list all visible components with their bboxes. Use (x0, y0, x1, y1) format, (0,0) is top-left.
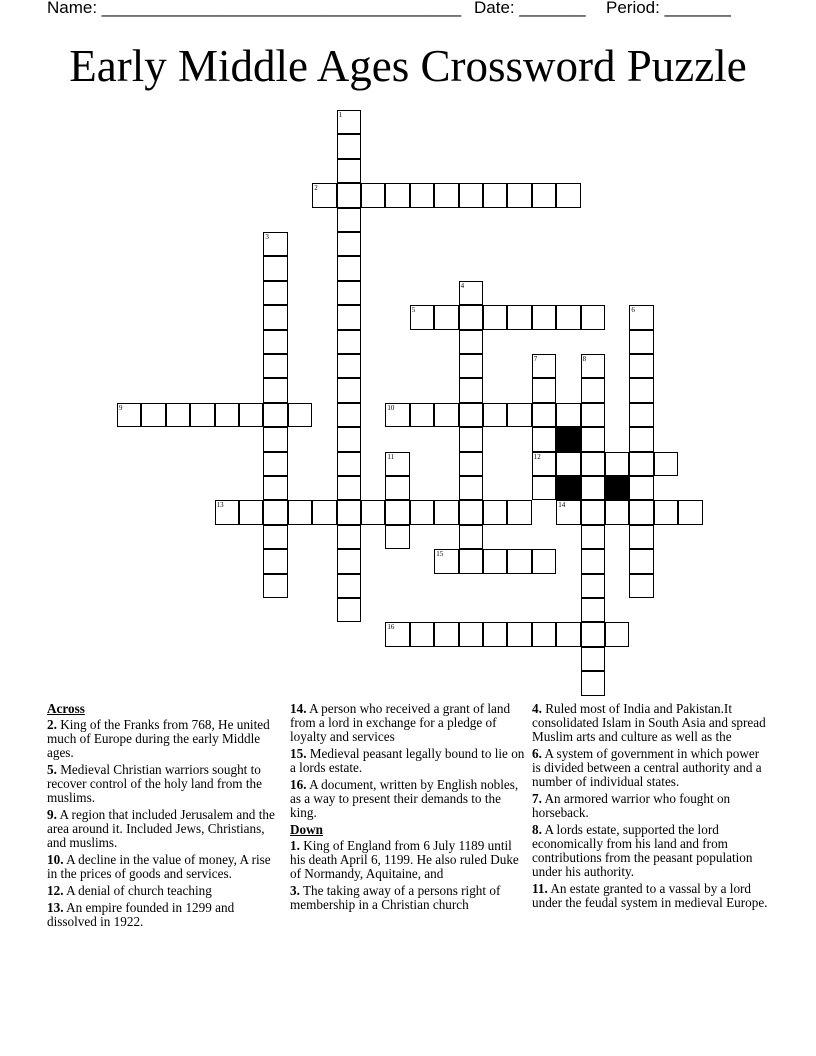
grid-cell[interactable] (556, 183, 580, 207)
grid-cell[interactable] (507, 622, 531, 646)
clue-text: An estate granted to a vassal by a lord under the feudal system in medieval Europe. (532, 881, 768, 910)
clue-number: 7. (532, 791, 542, 806)
clue-text: King of the Franks from 768, He united much of Europe during the early Middle ages. (47, 717, 270, 760)
clue-across-14 (290, 702, 526, 744)
grid-cell[interactable] (263, 403, 287, 427)
grid-cell[interactable] (263, 281, 287, 305)
grid-cell[interactable] (581, 378, 605, 402)
clue-text: Medieval peasant legally bound to lie on a lords estate. (290, 746, 525, 775)
clue-text: A region that included Jerusalem and the area around it. Included Jews, Christians, and muslims. (47, 807, 275, 850)
clue-down-11 (532, 882, 768, 910)
grid-cell[interactable] (507, 549, 531, 573)
grid-cell[interactable] (337, 232, 361, 256)
grid-cell[interactable] (581, 671, 605, 695)
clue-number-label: 3 (265, 233, 269, 241)
clue-column-2 (290, 702, 526, 915)
grid-cell[interactable] (629, 378, 653, 402)
grid-cell[interactable] (459, 403, 483, 427)
grid-cell[interactable] (654, 500, 678, 524)
grid-cell[interactable] (605, 500, 629, 524)
clue-number-label: 2 (314, 184, 318, 193)
grid-cell[interactable] (507, 305, 531, 329)
clue-number-label: 10 (387, 403, 395, 412)
clue-number: 4. (532, 701, 542, 716)
grid-cell[interactable] (263, 256, 287, 280)
grid-cell[interactable] (337, 159, 361, 183)
clue-number-label: 15 (436, 550, 444, 559)
grid-cell[interactable] (337, 452, 361, 476)
grid-cell[interactable] (556, 403, 580, 427)
clue-text: An armored warrior who fought on horseback. (532, 791, 731, 820)
grid-cell[interactable] (337, 427, 361, 451)
clue-text: A denial of church teaching (66, 883, 212, 898)
grid-cell[interactable] (385, 476, 409, 500)
grid-cell[interactable] (459, 378, 483, 402)
grid-cell[interactable] (337, 281, 361, 305)
grid-cell[interactable] (263, 500, 287, 524)
grid-cell[interactable] (434, 549, 458, 573)
grid-cell[interactable] (629, 476, 653, 500)
grid-cell[interactable] (337, 256, 361, 280)
grid-cell[interactable] (337, 500, 361, 524)
clue-across-10 (47, 853, 283, 881)
clue-across-15 (290, 747, 526, 775)
grid-cell[interactable] (239, 403, 263, 427)
grid-cell[interactable] (337, 354, 361, 378)
grid-cell[interactable] (483, 549, 507, 573)
clue-text: The taking away of a persons right of membership in a Christian church (290, 883, 501, 912)
grid-cell[interactable] (215, 500, 239, 524)
grid-cell[interactable] (385, 183, 409, 207)
grid-cell[interactable] (532, 183, 556, 207)
grid-cell[interactable] (312, 500, 336, 524)
clue-across-13 (47, 901, 283, 929)
grid-cell[interactable] (385, 525, 409, 549)
clue-number-label: 13 (216, 501, 224, 510)
grid-cell[interactable] (459, 622, 483, 646)
clue-number: 16. (290, 777, 307, 792)
clue-across-5 (47, 763, 283, 805)
clue-down-8 (532, 823, 768, 879)
clue-number-label: 12 (533, 452, 541, 461)
clue-text: A document, written by English nobles, as a way to present their demands to the king. (290, 777, 519, 820)
grid-cell[interactable] (581, 598, 605, 622)
clue-number-label: 16 (387, 623, 395, 632)
grid-cell[interactable] (483, 183, 507, 207)
clue-down-3 (290, 884, 526, 912)
grid-cell[interactable] (361, 500, 385, 524)
grid-cell[interactable] (605, 452, 629, 476)
clue-down-4 (532, 702, 768, 744)
grid-cell[interactable] (263, 525, 287, 549)
grid-cell[interactable] (629, 549, 653, 573)
grid-cell[interactable] (239, 500, 263, 524)
clue-text: A lords estate, supported the lord economically from his land and from contributions from the peasant population under his authority. (532, 822, 753, 879)
grid-cell[interactable] (581, 574, 605, 598)
grid-cell[interactable] (141, 403, 165, 427)
grid-cell[interactable] (459, 500, 483, 524)
clue-number: 9. (47, 807, 57, 822)
down-heading: Down (290, 822, 323, 837)
clue-number-label: 1 (338, 111, 343, 119)
clue-text: Medieval Christian warriors sought to recover control of the holy land from the muslims. (47, 762, 262, 805)
grid-cell[interactable] (532, 378, 556, 402)
grid-cell[interactable] (629, 525, 653, 549)
grid-cell[interactable] (556, 622, 580, 646)
page-title: Early Middle Ages Crossword Puzzle (69, 41, 747, 91)
clue-number: 3. (290, 883, 300, 898)
across-heading: Across (47, 701, 85, 716)
grid-cell[interactable] (507, 403, 531, 427)
clue-number-label: 14 (558, 501, 566, 510)
clue-across-9 (47, 808, 283, 850)
grid-cell[interactable] (459, 549, 483, 573)
clue-text: Ruled most of India and Pakistan.It consolidated Islam in South Asia and spread Muslim arts and culture as well as the (532, 701, 766, 744)
clue-text: A person who received a grant of land from a lord in exchange for a pledge of loyalty and services (290, 701, 511, 744)
clue-number: 14. (290, 701, 307, 716)
black-cell (556, 476, 580, 500)
grid-cell[interactable] (263, 452, 287, 476)
clue-number-label: 11 (387, 452, 395, 461)
name-field: Name: ______________________________________ (47, 0, 462, 17)
grid-cell[interactable] (483, 622, 507, 646)
grid-cell[interactable] (410, 403, 434, 427)
grid-cell[interactable] (629, 427, 653, 451)
clue-number: 6. (532, 746, 542, 761)
grid-cell[interactable] (532, 354, 556, 378)
clue-down-1 (290, 839, 526, 881)
grid-cell[interactable] (337, 110, 361, 134)
grid-cell[interactable] (190, 403, 214, 427)
grid-cell[interactable] (434, 500, 458, 524)
grid-cell[interactable] (605, 622, 629, 646)
clue-across-12 (47, 884, 283, 898)
grid-cell[interactable] (263, 232, 287, 256)
grid-cell[interactable] (629, 500, 653, 524)
grid-cell[interactable] (459, 281, 483, 305)
clue-number-label: 8 (582, 355, 587, 363)
grid-cell[interactable] (556, 500, 580, 524)
grid-cell[interactable] (483, 305, 507, 329)
clue-text: A system of government in which power is divided between a central authority and a number of individual states. (532, 746, 762, 789)
grid-cell[interactable] (337, 403, 361, 427)
clue-number: 13. (47, 900, 64, 915)
grid-cell[interactable] (459, 330, 483, 354)
grid-cell[interactable] (581, 647, 605, 671)
grid-cell[interactable] (459, 525, 483, 549)
grid-cell[interactable] (361, 183, 385, 207)
grid-cell[interactable] (532, 452, 556, 476)
grid-cell[interactable] (337, 574, 361, 598)
date-field: Date: _______ (474, 0, 586, 17)
grid-cell[interactable] (263, 574, 287, 598)
grid-cell[interactable] (166, 403, 190, 427)
grid-cell[interactable] (434, 183, 458, 207)
grid-cell[interactable] (459, 354, 483, 378)
grid-cell[interactable] (532, 403, 556, 427)
grid-cell[interactable] (434, 403, 458, 427)
grid-cell[interactable] (581, 452, 605, 476)
black-cell (605, 476, 629, 500)
clue-number: 2. (47, 717, 57, 732)
grid-cell[interactable] (263, 330, 287, 354)
grid-cell[interactable] (337, 134, 361, 158)
grid-cell[interactable] (581, 525, 605, 549)
clue-text: An empire founded in 1299 and dissolved in 1922. (47, 900, 235, 929)
clue-down-7 (532, 792, 768, 820)
grid-cell[interactable] (459, 183, 483, 207)
clue-text: King of England from 6 July 1189 until his death April 6, 1199. He also ruled Duke of Normandy, Aquitaine, and (290, 838, 519, 881)
grid-cell[interactable] (410, 183, 434, 207)
grid-cell[interactable] (581, 354, 605, 378)
grid-cell[interactable] (581, 427, 605, 451)
grid-cell[interactable] (337, 208, 361, 232)
grid-cell[interactable] (581, 500, 605, 524)
grid-cell[interactable] (629, 354, 653, 378)
clue-column-3 (532, 702, 768, 913)
grid-cell[interactable] (263, 476, 287, 500)
clue-number: 1. (290, 838, 300, 853)
grid-cell[interactable] (581, 549, 605, 573)
grid-cell[interactable] (337, 183, 361, 207)
clue-number-label: 5 (411, 306, 416, 315)
grid-cell[interactable] (459, 476, 483, 500)
grid-cell[interactable] (263, 549, 287, 573)
grid-cell[interactable] (581, 476, 605, 500)
grid-cell[interactable] (288, 403, 312, 427)
grid-cell[interactable] (507, 500, 531, 524)
clue-column-1 (47, 702, 283, 932)
grid-cell[interactable] (532, 549, 556, 573)
clue-number: 15. (290, 746, 307, 761)
grid-cell[interactable] (263, 354, 287, 378)
grid-cell[interactable] (629, 403, 653, 427)
clue-number: 5. (47, 762, 57, 777)
clue-text: A decline in the value of money, A rise in the prices of goods and services. (47, 852, 271, 881)
clue-number: 10. (47, 852, 64, 867)
grid-cell[interactable] (337, 305, 361, 329)
grid-cell[interactable] (532, 622, 556, 646)
clue-number: 11. (532, 881, 548, 896)
period-field: Period: _______ (606, 0, 731, 17)
clue-across-2 (47, 718, 283, 760)
grid-cell[interactable] (117, 403, 141, 427)
grid-cell[interactable] (556, 305, 580, 329)
black-cell (556, 427, 580, 451)
grid-cell[interactable] (312, 183, 336, 207)
grid-cell[interactable] (337, 549, 361, 573)
grid-cell[interactable] (410, 500, 434, 524)
grid-cell[interactable] (629, 330, 653, 354)
grid-cell[interactable] (337, 378, 361, 402)
grid-cell[interactable] (581, 305, 605, 329)
grid-cell[interactable] (581, 622, 605, 646)
grid-cell[interactable] (556, 452, 580, 476)
grid-cell[interactable] (629, 305, 653, 329)
grid-cell[interactable] (385, 622, 409, 646)
grid-cell[interactable] (581, 403, 605, 427)
grid-cell[interactable] (337, 525, 361, 549)
clue-number-label: 9 (119, 403, 123, 412)
grid-cell[interactable] (532, 427, 556, 451)
grid-cell[interactable] (459, 305, 483, 329)
grid-cell[interactable] (434, 622, 458, 646)
grid-cell[interactable] (410, 622, 434, 646)
grid-cell[interactable] (410, 305, 434, 329)
clue-across-16 (290, 778, 526, 820)
clue-number-label: 4 (460, 281, 465, 290)
grid-cell[interactable] (288, 500, 312, 524)
clue-number-label: 6 (631, 306, 635, 315)
clue-number: 8. (532, 822, 542, 837)
grid-cell[interactable] (337, 476, 361, 500)
grid-cell[interactable] (532, 476, 556, 500)
grid-cell[interactable] (459, 427, 483, 451)
grid-cell[interactable] (629, 574, 653, 598)
clue-down-6 (532, 747, 768, 789)
grid-cell[interactable] (483, 403, 507, 427)
grid-cell[interactable] (483, 500, 507, 524)
grid-cell[interactable] (532, 305, 556, 329)
clue-number: 12. (47, 883, 64, 898)
grid-cell[interactable] (385, 452, 409, 476)
grid-cell[interactable] (385, 500, 409, 524)
grid-cell[interactable] (678, 500, 702, 524)
grid-cell[interactable] (215, 403, 239, 427)
grid-cell[interactable] (337, 330, 361, 354)
grid-cell[interactable] (263, 378, 287, 402)
clue-number-label: 7 (533, 355, 538, 363)
grid-cell[interactable] (459, 452, 483, 476)
grid-cell[interactable] (263, 305, 287, 329)
grid-cell[interactable] (629, 452, 653, 476)
grid-cell[interactable] (654, 452, 678, 476)
grid-cell[interactable] (263, 427, 287, 451)
grid-cell[interactable] (385, 403, 409, 427)
grid-cell[interactable] (337, 598, 361, 622)
grid-cell[interactable] (434, 305, 458, 329)
grid-cell[interactable] (507, 183, 531, 207)
